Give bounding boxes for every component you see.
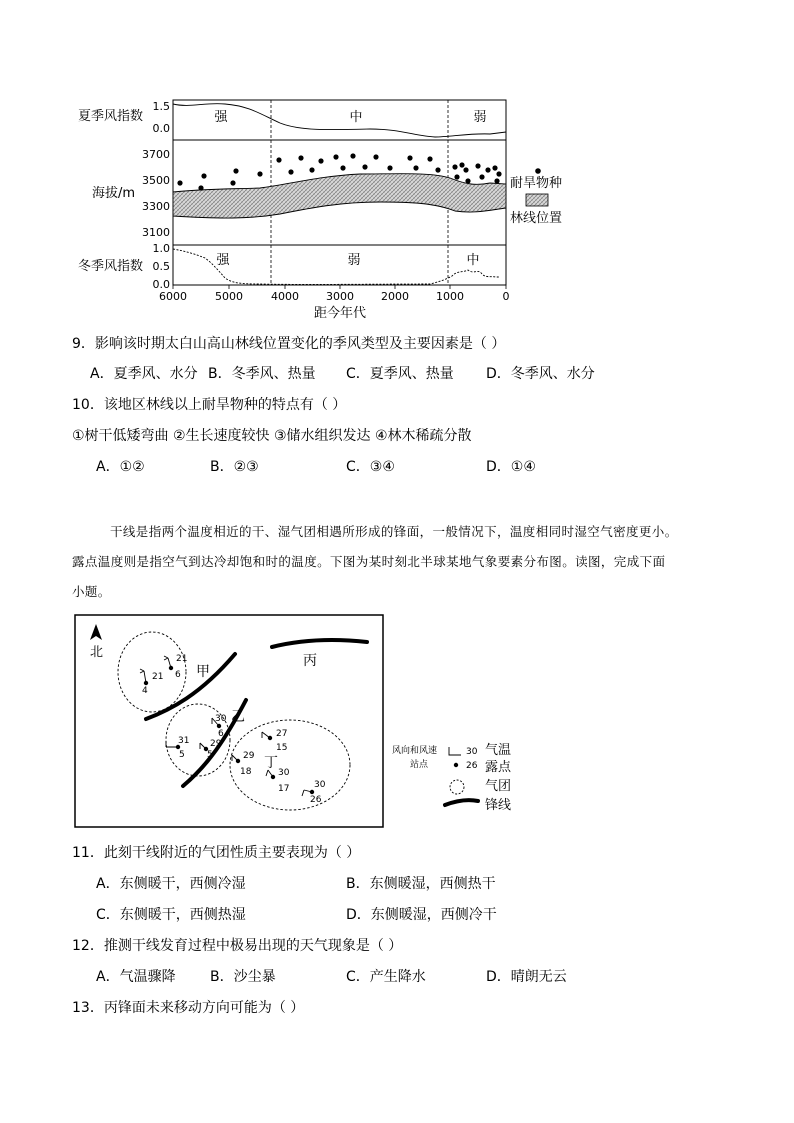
altitude-axis-label: 海拔/m [92, 186, 136, 201]
legend-airmass-label: 气团 [485, 779, 512, 794]
passage-line-3: 小题。 [72, 584, 111, 599]
altitude-tick: 3100 [142, 226, 170, 239]
question-10-stem: 10．该地区林线以上耐旱物种的特点有（ ） [72, 397, 347, 413]
question-10-items: ①树干低矮弯曲 ②生长速度较快 ③储水组织发达 ④林木稀疏分散 [72, 428, 472, 444]
q9-option-a[interactable]: A．夏季风、水分 [90, 366, 198, 382]
svg-text:21: 21 [152, 672, 164, 682]
q11-option-a[interactable]: A．东侧暖干，西侧冷湿 [96, 876, 246, 892]
label-yi: 乙 [231, 709, 245, 725]
winter-tick: 0.5 [152, 260, 170, 273]
treeline-legend-swatch [526, 194, 548, 206]
svg-text:6: 6 [218, 729, 224, 739]
q10-option-a[interactable]: A．①② [96, 459, 145, 475]
treeline-band [173, 174, 506, 218]
summer-zone-strong: 强 [214, 110, 228, 125]
figure-dryline-weather-map [0, 600, 794, 835]
q10-option-b[interactable]: B．②③ [210, 459, 259, 475]
figure-monsoon-treeline-chart [0, 0, 794, 330]
legend-dew-label: 露点 [485, 760, 512, 775]
passage-line-1: 干线是指两个温度相近的干、湿气团相遇所形成的锋面，一般情况下，温度相同时湿空气密度更小。 [110, 524, 678, 539]
x-axis-label: 距今年代 [313, 306, 367, 321]
q9-option-b[interactable]: B．冬季风、热量 [208, 366, 316, 382]
legend-sample-dew: 26 [466, 761, 478, 771]
legend-front-label: 锋线 [485, 798, 512, 813]
summer-tick: 1.5 [152, 100, 170, 113]
svg-text:29: 29 [210, 739, 222, 749]
species-legend-dot [535, 168, 541, 174]
svg-text:21: 21 [176, 654, 188, 664]
svg-text:5: 5 [207, 750, 213, 760]
x-tick: 4000 [271, 290, 299, 303]
north-arrow-icon [90, 624, 102, 640]
x-tick: 6000 [159, 290, 187, 303]
legend-station-label: 站点 [410, 760, 429, 770]
passage-line-2: 露点温度则是指空气到达冷却饱和时的温度。下图为某时刻北半球某地气象要素分布图。读图，完成下面 [72, 554, 666, 569]
q12-option-d[interactable]: D．晴朗无云 [486, 969, 567, 985]
question-12-stem: 12．推测干线发育过程中极易出现的天气现象是（ ） [72, 938, 403, 954]
x-tick: 1000 [436, 290, 464, 303]
legend-front-icon [445, 800, 478, 805]
q10-option-d[interactable]: D．①④ [486, 459, 536, 475]
svg-text:6: 6 [175, 670, 181, 680]
svg-text:30: 30 [314, 780, 326, 790]
winter-tick: 0.0 [152, 278, 170, 291]
x-tick: 5000 [215, 290, 243, 303]
summer-tick: 0.0 [152, 122, 170, 135]
svg-text:27: 27 [276, 729, 288, 739]
winter-tick: 1.0 [152, 242, 170, 255]
winter-monsoon-axis-label: 冬季风指数 [78, 259, 144, 274]
altitude-tick: 3300 [142, 200, 170, 213]
label-ding: 丁 [264, 755, 278, 771]
question-11-stem: 11．此刻干线附近的气团性质主要表现为（ ） [72, 845, 361, 861]
q12-option-a[interactable]: A．气温骤降 [96, 969, 176, 985]
q11-option-b[interactable]: B．东侧暖湿，西侧热干 [346, 876, 496, 892]
map-frame [75, 615, 383, 827]
summer-monsoon-axis-label: 夏季风指数 [78, 109, 144, 124]
svg-text:30: 30 [278, 768, 290, 778]
legend-treeline-label: 林线位置 [510, 211, 563, 226]
question-9-stem: 9．影响该时期太白山高山林线位置变化的季风类型及主要因素是（ ） [72, 336, 506, 352]
q9-option-c[interactable]: C．夏季风、热量 [346, 366, 454, 382]
svg-text:30: 30 [215, 714, 227, 724]
north-label: 北 [90, 645, 104, 660]
summer-zone-weak: 弱 [473, 110, 487, 125]
q12-option-c[interactable]: C．产生降水 [346, 969, 426, 985]
label-jia: 甲 [196, 664, 210, 680]
q9-option-d[interactable]: D．冬季风、水分 [486, 366, 595, 382]
station-plot [140, 654, 326, 805]
altitude-tick: 3700 [142, 148, 170, 161]
summer-zone-medium: 中 [349, 110, 363, 125]
legend-temp-label: 气温 [485, 743, 512, 758]
q11-option-c[interactable]: C．东侧暖干，西侧热湿 [96, 907, 246, 923]
winter-zone-strong: 强 [216, 253, 230, 268]
svg-text:31: 31 [178, 736, 190, 746]
legend-wind-barb-icon [449, 747, 461, 755]
svg-text:5: 5 [179, 750, 185, 760]
question-13-stem: 13．丙锋面未来移动方向可能为（ ） [72, 1000, 305, 1016]
winter-zone-weak: 弱 [347, 253, 361, 268]
svg-text:4: 4 [142, 686, 148, 696]
legend-station-dot [454, 763, 458, 767]
legend-sample-temp: 30 [466, 747, 478, 757]
altitude-tick: 3500 [142, 174, 170, 187]
svg-text:26: 26 [310, 795, 322, 805]
winter-zone-medium: 中 [466, 253, 480, 268]
label-bing: 丙 [303, 653, 317, 669]
q10-option-c[interactable]: C．③④ [346, 459, 395, 475]
q11-option-d[interactable]: D．东侧暖湿，西侧冷干 [346, 907, 497, 923]
x-tick: 0 [502, 290, 510, 303]
svg-text:18: 18 [240, 767, 252, 777]
legend-species-label: 耐旱物种 [510, 176, 563, 191]
svg-text:29: 29 [243, 751, 255, 761]
x-tick: 3000 [326, 290, 354, 303]
x-tick: 2000 [381, 290, 409, 303]
legend-station-label: 风向和风速 [392, 746, 438, 756]
x-axis-ticks [173, 285, 506, 289]
svg-text:17: 17 [278, 784, 290, 794]
q12-option-b[interactable]: B．沙尘暴 [210, 969, 276, 985]
legend-airmass-icon [450, 780, 464, 794]
air-mass-ding [230, 720, 350, 810]
front-line-jia [146, 654, 235, 719]
front-line-bing [272, 640, 367, 647]
svg-text:15: 15 [276, 743, 288, 753]
